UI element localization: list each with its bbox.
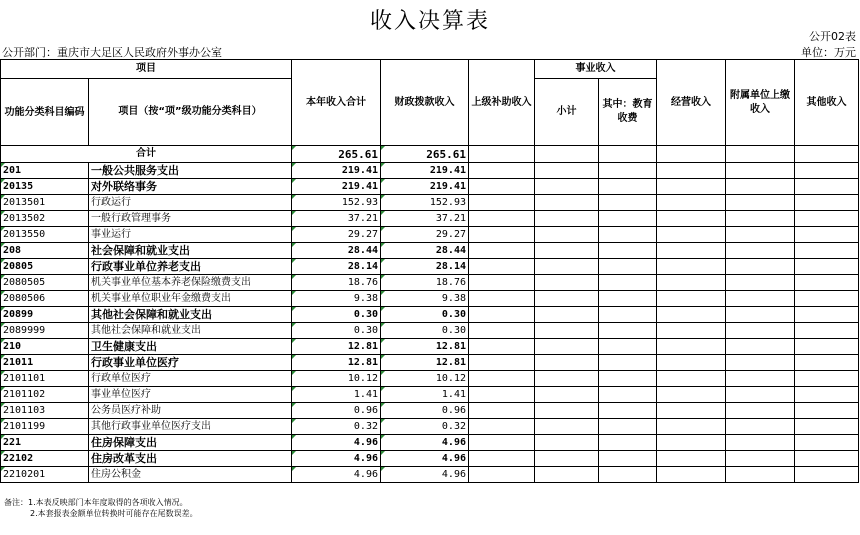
row-total: 12.81 — [292, 355, 381, 371]
row-total: 1.41 — [292, 387, 381, 403]
row-fiscal: 219.41 — [381, 163, 469, 179]
table-row — [1, 179, 859, 195]
header-operating: 经营收入 — [657, 60, 726, 146]
table-row — [1, 291, 859, 307]
row-total: 0.30 — [292, 323, 381, 339]
row-total: 10.12 — [292, 371, 381, 387]
row-fiscal: 1.41 — [381, 387, 469, 403]
row-total: 28.44 — [292, 243, 381, 259]
row-code: 20135 — [1, 179, 89, 195]
row-code: 2080505 — [1, 275, 89, 291]
row-name: 事业单位医疗 — [89, 387, 292, 403]
row-code: 2089999 — [1, 323, 89, 339]
row-code: 208 — [1, 243, 89, 259]
row-fiscal: 18.76 — [381, 275, 469, 291]
table-row — [1, 259, 859, 275]
page-title: 收入决算表 — [369, 9, 490, 34]
table-row — [1, 387, 859, 403]
row-name: 事业运行 — [89, 227, 292, 243]
row-total: 4.96 — [292, 467, 381, 483]
row-fiscal: 10.12 — [381, 371, 469, 387]
row-name: 对外联络事务 — [89, 179, 292, 195]
table-row — [1, 323, 859, 339]
header-fiscal: 财政拨款收入 — [381, 60, 469, 146]
row-fiscal: 219.41 — [381, 179, 469, 195]
table-row — [1, 227, 859, 243]
row-code: 22102 — [1, 451, 89, 467]
row-fiscal: 12.81 — [381, 355, 469, 371]
row-code: 2013550 — [1, 227, 89, 243]
row-fiscal: 0.96 — [381, 403, 469, 419]
row-name: 公务员医疗补助 — [89, 403, 292, 419]
row-name: 一般公共服务支出 — [89, 163, 292, 179]
row-name: 机关事业单位基本养老保险缴费支出 — [89, 275, 292, 291]
row-name: 其他社会保障和就业支出 — [89, 307, 292, 323]
table-row — [1, 243, 859, 259]
header-code: 功能分类科目编码 — [1, 79, 89, 146]
row-code: 2101199 — [1, 419, 89, 435]
header-affiliated: 附属单位上缴收入 — [726, 60, 795, 146]
row-code: 20805 — [1, 259, 89, 275]
table-row — [1, 275, 859, 291]
department-label: 公开部门：重庆市大足区人民政府外事办公室 — [2, 46, 222, 59]
total-label: 合计 — [1, 146, 292, 163]
row-fiscal: 29.27 — [381, 227, 469, 243]
row-total: 4.96 — [292, 435, 381, 451]
row-code: 2013501 — [1, 195, 89, 211]
notes — [4, 497, 198, 519]
row-code: 201 — [1, 163, 89, 179]
row-total: 0.96 — [292, 403, 381, 419]
form-number: 公开02表 — [809, 30, 856, 43]
header-total: 本年收入合计 — [292, 60, 381, 146]
row-code: 210 — [1, 339, 89, 355]
row-name: 住房保障支出 — [89, 435, 292, 451]
row-total: 219.41 — [292, 163, 381, 179]
table-row — [1, 307, 859, 323]
row-name: 一般行政管理事务 — [89, 211, 292, 227]
header-subtotal: 小计 — [535, 79, 599, 146]
table-row — [1, 339, 859, 355]
table-row — [1, 355, 859, 371]
row-name: 其他行政事业单位医疗支出 — [89, 419, 292, 435]
income-table — [0, 59, 859, 483]
header-superior: 上级补助收入 — [469, 60, 535, 146]
row-name: 卫生健康支出 — [89, 339, 292, 355]
row-fiscal: 9.38 — [381, 291, 469, 307]
row-fiscal: 0.30 — [381, 323, 469, 339]
total-amount: 265.61 — [292, 146, 381, 163]
row-name: 行政单位医疗 — [89, 371, 292, 387]
header-name: 项目（按“项”级功能分类科目） — [89, 79, 292, 146]
row-fiscal: 28.14 — [381, 259, 469, 275]
table-row — [1, 403, 859, 419]
row-fiscal: 4.96 — [381, 451, 469, 467]
row-name: 行政事业单位养老支出 — [89, 259, 292, 275]
unit-label: 单位：万元 — [801, 46, 856, 59]
note-line: 备注：1.本表反映部门本年度取得的各项收入情况。 — [4, 498, 188, 507]
row-code: 2080506 — [1, 291, 89, 307]
row-total: 12.81 — [292, 339, 381, 355]
table-row — [1, 435, 859, 451]
row-code: 2013502 — [1, 211, 89, 227]
row-code: 2210201 — [1, 467, 89, 483]
row-fiscal: 0.32 — [381, 419, 469, 435]
total-row — [1, 146, 859, 163]
row-name: 机关事业单位职业年金缴费支出 — [89, 291, 292, 307]
row-code: 221 — [1, 435, 89, 451]
table-row — [1, 195, 859, 211]
table-row — [1, 163, 859, 179]
row-total: 152.93 — [292, 195, 381, 211]
row-name: 行政事业单位医疗 — [89, 355, 292, 371]
row-fiscal: 4.96 — [381, 467, 469, 483]
header-item: 项目 — [1, 60, 292, 79]
table-row — [1, 211, 859, 227]
header-business: 事业收入 — [535, 60, 657, 79]
row-code: 2101103 — [1, 403, 89, 419]
header-education: 其中：教育收费 — [599, 79, 657, 146]
row-fiscal: 12.81 — [381, 339, 469, 355]
note-line: 2.本套报表金额单位转换时可能存在尾数误差。 — [30, 509, 198, 518]
row-fiscal: 37.21 — [381, 211, 469, 227]
total-fiscal: 265.61 — [381, 146, 469, 163]
row-total: 18.76 — [292, 275, 381, 291]
row-name: 住房公积金 — [89, 467, 292, 483]
row-name: 社会保障和就业支出 — [89, 243, 292, 259]
row-name: 其他社会保障和就业支出 — [89, 323, 292, 339]
row-code: 2101102 — [1, 387, 89, 403]
row-total: 0.32 — [292, 419, 381, 435]
row-total: 9.38 — [292, 291, 381, 307]
row-total: 219.41 — [292, 179, 381, 195]
table-row — [1, 419, 859, 435]
row-total: 4.96 — [292, 451, 381, 467]
row-code: 21011 — [1, 355, 89, 371]
row-fiscal: 0.30 — [381, 307, 469, 323]
row-code: 20899 — [1, 307, 89, 323]
row-fiscal: 152.93 — [381, 195, 469, 211]
row-name: 住房改革支出 — [89, 451, 292, 467]
header-other: 其他收入 — [795, 60, 859, 146]
row-total: 37.21 — [292, 211, 381, 227]
row-total: 0.30 — [292, 307, 381, 323]
row-total: 29.27 — [292, 227, 381, 243]
row-name: 行政运行 — [89, 195, 292, 211]
row-total: 28.14 — [292, 259, 381, 275]
table-row — [1, 451, 859, 467]
table-row — [1, 467, 859, 483]
row-code: 2101101 — [1, 371, 89, 387]
row-fiscal: 4.96 — [381, 435, 469, 451]
table-row — [1, 371, 859, 387]
row-fiscal: 28.44 — [381, 243, 469, 259]
